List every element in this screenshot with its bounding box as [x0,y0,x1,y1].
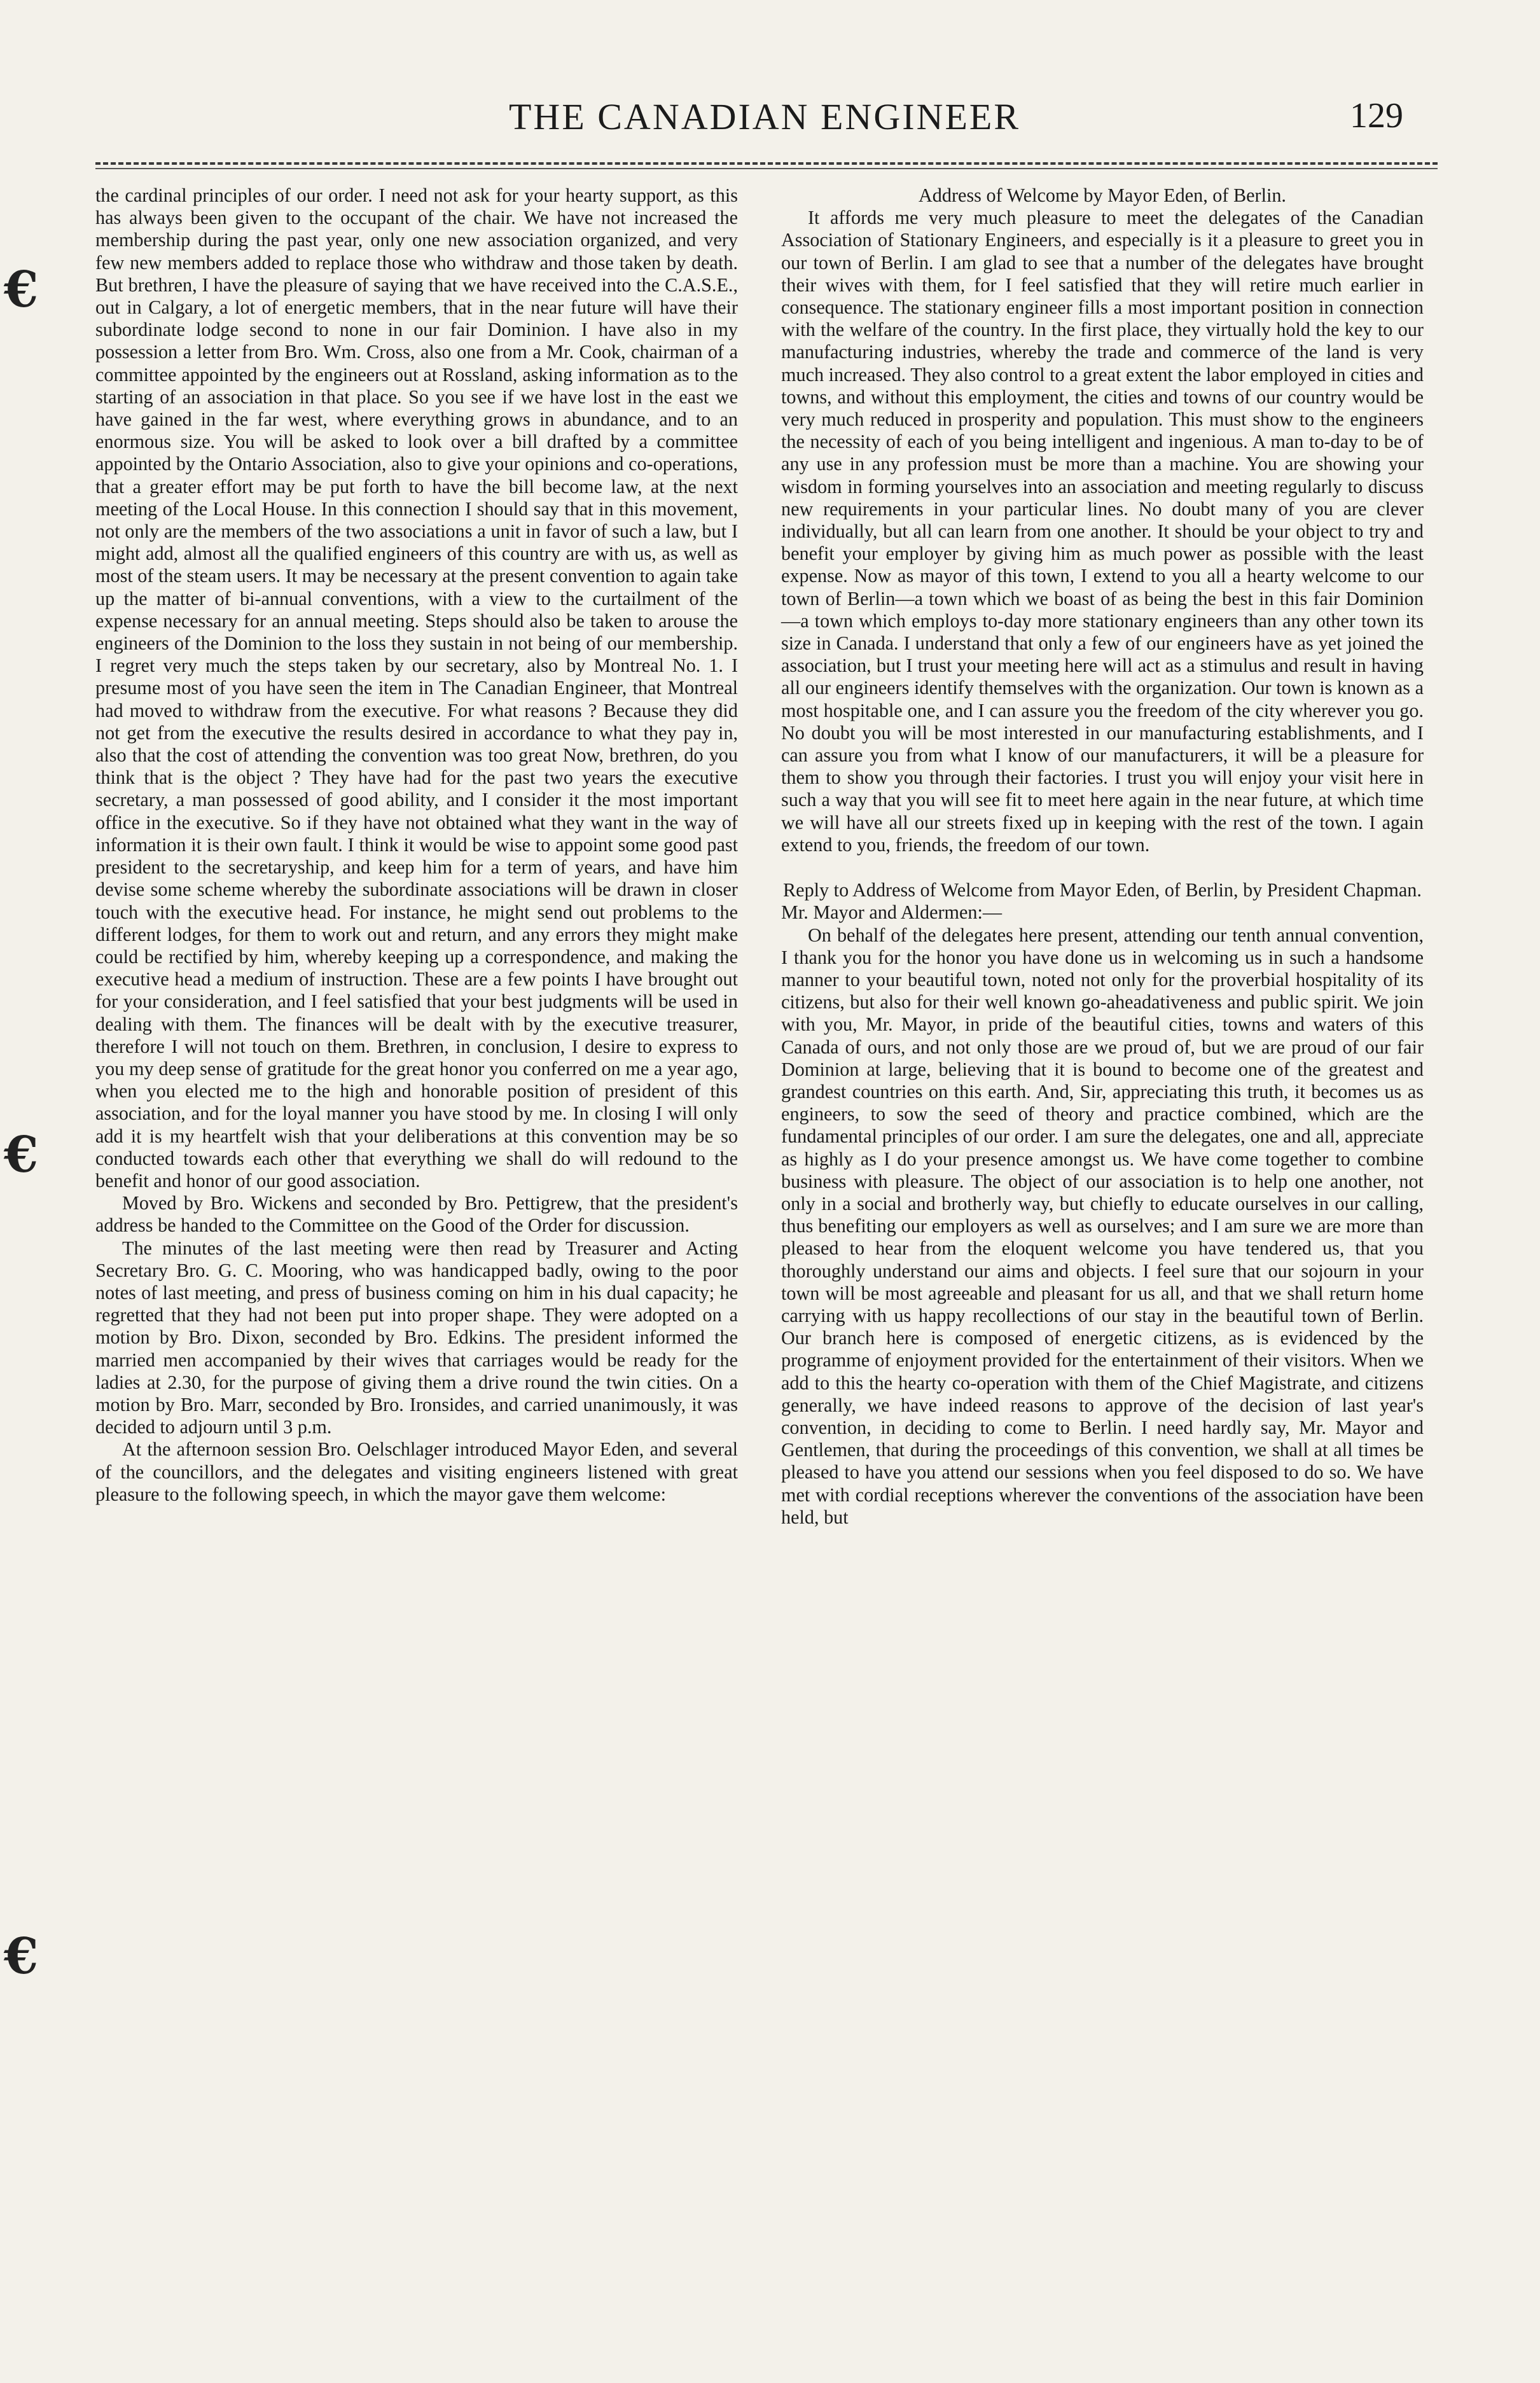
reply-address: On behalf of the delegates here present, attending our tenth annual convention, I thank you for the honor you have done us in welcoming us in such a handsome manner to your beautiful town, noted not only for the proverbial hospitality of its citizens, but also for their well known go-aheadativeness and public spirit. We join with you, Mr. Mayor, in pride of the beautiful cities, towns and waters of this Canada of ours, and not only those are we proud of, but we are proud of our fair Dominion at large, believing that it is bound to become one of the greatest and grandest countries on this earth. And, Sir, appreciating this truth, it becomes us as engineers, to sow the seed of theory and practice combined, which are the fundamental principles of our order. I am sure the delegates, one and all, appreciate as highly as I do your presence amongst us. We have come together to combine business with pleasure. The object of our association is to help one another, not only in a social and brotherly way, but chiefly to educate ourselves in our calling, thus benefiting our employers as well as ourselves; and I am sure we are more than pleased to hear from the eloquent welcome you have tendered us, that you thoroughly understand our aims and objects. I feel sure that our sojourn in your town will be most agreeable and pleasant for us all, and that we shall return home carrying with us happy recollections of our stay in the beautiful town of Berlin. Our branch here is composed of energetic citizens, as is evidenced by the programme of enjoyment provided for the entertainment of their visitors. When we add to this the hearty co-operation with them of the Chief Magistrate, and citizens generally, we have indeed reasons to approve of the decision of last year's convention, in deciding to come to Berlin. I need hardly say, Mr. Mayor and Gentlemen, that during the proceedings of this convention, we shall at all times be pleased to have you attend our sessions when you feel disposed to do so. We have met with cordial receptions wherever the conventions of the association have been held, but [781,924,1424,1528]
header-rule [95,162,1438,165]
welcome-heading: Address of Welcome by Mayor Eden, of Berlin. [919,184,1286,206]
left-column [95,184,738,1506]
page-number: 129 [1350,96,1403,135]
header-rule-thin [95,168,1438,169]
afternoon-session-paragraph: At the afternoon session Bro. Oelschlager introduced Mayor Eden, and several of the councillors, and the delegates and visiting engineers listened with great pleasure to the following speech, in which the mayor gave them welcome: [95,1438,738,1505]
president-address-continued: the cardinal principles of our order. I need not ask for your hearty support, as this has always been given to the occupant of the chair. We have not increased the membership during the past year, only one new association organized, and very few new members added to replace those who withdraw and those taken by death. But brethren, I have the pleasure of saying that we have received into the C.A.S.E., out in Calgary, a lot of energetic members, that in the near future will have their subordinate lodge second to none in our fair Dominion. I have also in my possession a letter from Bro. Wm. Cross, also one from a Mr. Cook, chairman of a committee appointed by the engineers out at Rossland, asking information as to the starting of an association in that place. So you see if we have lost in the east we have gained in the far west, where everything grows in abundance, and to an enormous size. You will be asked to look over a bill drafted by a committee appointed by the Ontario Association, also to give your opinions and co-operations, that a greater effort may be put forth to have the bill become law, at the next meeting of the Local House. In this connection I should say that in this movement, not only are the members of the two associations a unit in favor of such a law, but I might add, almost all the qualified engineers of this country are with us, as well as most of the steam users. It may be necessary at the present convention to again take up the matter of bi-annual conventions, with a view to the curtailment of the expense necessary for an annual meeting. Steps should also be taken to arouse the engineers of the Dominion to the loss they sustain in not being of our membership. I regret very much the steps taken by our secretary, also by Montreal No. 1. I presume most of you have seen the item in The Canadian Engineer, that Montreal had moved to withdraw from the executive. For what reasons ? Because they did not get from the executive the results desired in accordance to what they pay in, also that the cost of attending the convention was too great Now, brethren, do you think that is the object ? They have had for the past two years the executive secretary, a man possessed of good ability, and I consider it the most important office in the executive. So if they have not obtained what they want in the way of information it is their own fault. I think it would be wise to appoint some good past president to the secretaryship, and keep him for a term of years, and have him devise some scheme whereby the subordinate associations will be drawn in closer touch with the executive head. For instance, he might send out problems to the different lodges, for them to work out and return, and any errors they might make could be rectified by him, whereby keeping up a correspondence, and making the executive head a medium of instruction. These are a few points I have brought out for your consideration, and I feel satisfied that your best judgments will be used in dealing with them. The finances will be dealt with by the executive treasurer, therefore I will not touch on them. Brethren, in conclusion, I desire to express to you my deep sense of gratitude for the great honor you conferred on me a year ago, when you elected me to the high and honorable position of president of this association, and for the loyal manner you have stood by me. In closing I will only add it is my heartfelt wish that your deliberations at this convention may be so conducted towards each other that everything we shall do will redound to the benefit and honor of our good association. [95,184,738,1192]
reply-heading: Reply to Address of Welcome from Mayor Eden, of Berlin, by President Chapman. [783,879,1422,901]
page-header [0,95,1540,153]
reply-salutation: Mr. Mayor and Aldermen:— [781,901,1002,924]
welcome-address: It affords me very much pleasure to meet the delegates of the Canadian Association of Stationary Engineers, and especially is it a pleasure to greet you in our town of Berlin. I am glad to see that a number of the delegates have brought their wives with them, for I feel satisfied that they will retire much earlier in consequence. The stationary engineer fills a most important position in connection with the welfare of the country. In the first place, they virtually hold the key to our manufacturing industries, whereby the trade and commerce of the land is very much increased. They also control to a great extent the labor employed in cities and towns, and without this employment, the cities and towns of our country would be very much reduced in prosperity and population. This must show to the engineers the necessity of each of you being intelligent and ingenious. A man to-day to be of any use in any profession must be more than a machine. You are showing your wisdom in forming yourselves into an association and meeting regularly to discuss new requirements in your particular lines. No doubt many of you are clever individually, but all can learn from one another. It should be your object to try and benefit your employer by giving him as much power as possible with the least expense. Now as mayor of this town, I extend to you all a hearty welcome to our town of Berlin—a town which we boast of as being the best in this fair Dominion—a town which employs to-day more stationary engineers than any other town its size in Canada. I understand that only a few of our engineers have as yet joined the association, but I trust your meeting here will act as a stimulus and result in having all our engineers identify themselves with the organization. Our town is known as a most hospitable one, and I can assure you the freedom of the city wherever you go. No doubt you will be most interested in our manufacturing establishments, and I can assure you from what I know of our manufacturers, it will be a pleasure for them to show you through their factories. I trust you will enjoy your visit here in such a way that you will see fit to meet here again in the near future, at which time we will have all our streets fixed up in keeping with the rest of the town. I again extend to you, friends, the freedom of our town. [781,207,1424,856]
right-column [781,184,1424,1529]
journal-title: THE CANADIAN ENGINEER [509,96,1021,137]
margin-mark: € [4,1126,39,1184]
minutes-paragraph: The minutes of the last meeting were then read by Treasurer and Acting Secretary Bro. G. C. Mooring, who was handicapped badly, owing to the poor notes of last meeting, and press of business coming on him in his dual capacity; he regretted that they had not been put into proper shape. They were adopted on a motion by Bro. Dixon, seconded by Bro. Edkins. The president informed the married men accompanied by their wives that carriages would be ready for the ladies at 2.30, for the purpose of giving them a drive round the twin cities. On a motion by Bro. Marr, seconded by Bro. Ironsides, and carried unanimously, it was decided to adjourn until 3 p.m. [95,1237,738,1438]
margin-mark: € [4,261,39,319]
margin-mark: € [4,1928,39,1985]
motion-paragraph: Moved by Bro. Wickens and seconded by Bro. Pettigrew, that the president's address be handed to the Committee on the Good of the Order for discussion. [95,1192,738,1237]
